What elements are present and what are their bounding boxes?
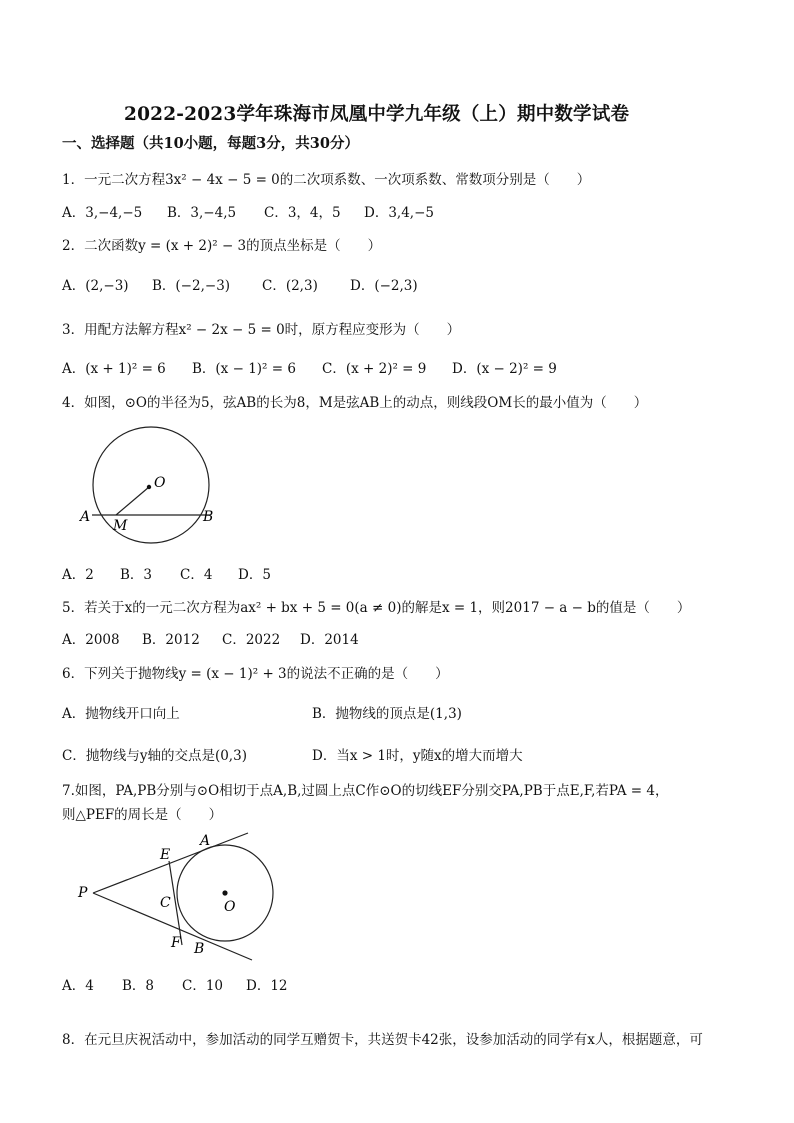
q7-option-d: D．12 <box>246 978 288 994</box>
question-4: 4．如图，⊙O的半径为5，弦AB的长为8，M是弦AB上的动点，则线段OM长的最小值为（ ） <box>62 395 648 411</box>
label-c: C <box>160 895 171 911</box>
q5-options <box>62 628 359 648</box>
q6-option-a: A．抛物线开口向上 <box>62 706 180 722</box>
q1-option-c: C．3，4，5 <box>264 205 341 221</box>
q2-option-b: B．(−2,−3) <box>152 278 231 294</box>
q7-option-a: A．4 <box>62 978 94 994</box>
label-e: E <box>160 847 171 863</box>
q2-option-c: C．(2,3) <box>262 278 318 294</box>
q5-option-b: B．2012 <box>142 632 200 648</box>
q1-options <box>62 201 434 221</box>
q5-option-d: D．2014 <box>300 632 359 648</box>
label-o: O <box>224 899 236 915</box>
q3-option-b: B．(x − 1)² = 6 <box>192 361 296 377</box>
q4-option-d: D．5 <box>238 567 271 583</box>
page-title: 2022-2023学年珠海市凤凰中学九年级（上）期中数学试卷 <box>124 104 630 125</box>
label-a: A <box>200 833 211 849</box>
label-f: F <box>171 935 181 951</box>
q4-circle-figure <box>78 425 228 545</box>
q7-tangent-figure <box>70 825 280 965</box>
q3-option-c: C．(x + 2)² = 9 <box>322 361 427 377</box>
question-2: 2．二次函数y = (x + 2)² − 3的顶点坐标是（ ） <box>62 238 382 254</box>
q3-option-d: D．(x − 2)² = 9 <box>452 361 557 377</box>
label-p: P <box>78 885 88 901</box>
q3-options <box>62 357 557 377</box>
label-b: B <box>203 509 214 525</box>
q1-option-d: D．3,4,−5 <box>364 205 434 221</box>
q7-options <box>62 974 288 994</box>
question-8: 8．在元旦庆祝活动中，参加活动的同学互赠贺卡，共送贺卡42张，设参加活动的同学有x人，根据题意，可 <box>62 1032 703 1048</box>
q1-option-b: B．3,−4,5 <box>167 205 237 221</box>
q7-option-b: B．8 <box>122 978 155 994</box>
section-heading: 一、选择题（共10小题，每题3分，共30分） <box>62 135 359 152</box>
q6-option-d: D．当x > 1时，y随x的增大而增大 <box>312 748 523 764</box>
q2-options <box>62 274 418 294</box>
question-7-line-2: 则△PEF的周长是（ ） <box>62 807 223 823</box>
q4-options <box>62 563 271 583</box>
q6-option-b: B．抛物线的顶点是(1,3) <box>312 706 462 722</box>
label-m: M <box>113 518 128 534</box>
q7-option-c: C．10 <box>182 978 224 994</box>
question-3: 3．用配方法解方程x² − 2x − 5 = 0时，原方程应变形为（ ） <box>62 322 461 338</box>
label-o: O <box>154 475 166 491</box>
q2-option-d: D．(−2,3) <box>350 278 418 294</box>
label-a: A <box>80 509 91 525</box>
q4-option-a: A．2 <box>62 567 94 583</box>
q4-option-b: B．3 <box>120 567 153 583</box>
q2-option-a: A．(2,−3) <box>62 278 129 294</box>
label-b: B <box>194 941 205 957</box>
question-5: 5．若关于x的一元二次方程为ax² + bx + 5 = 0(a ≠ 0)的解是x = 1，则2017 − a − b的值是（ ） <box>62 600 691 616</box>
question-1: 1．一元二次方程3x² − 4x − 5 = 0的二次项系数、一次项系数、常数项分别是（ ） <box>62 172 591 188</box>
q6-option-c: C．抛物线与y轴的交点是(0,3) <box>62 748 247 764</box>
question-6: 6．下列关于抛物线y = (x − 1)² + 3的说法不正确的是（ ） <box>62 666 449 682</box>
q3-option-a: A．(x + 1)² = 6 <box>62 361 166 377</box>
q5-option-c: C．2022 <box>222 632 281 648</box>
q4-option-c: C．4 <box>180 567 213 583</box>
question-7-line-1: 7.如图，PA,PB分别与⊙O相切于点A,B,过圆上点C作⊙O的切线EF分别交PA,PB于点E,F,若PA = 4， <box>62 783 669 799</box>
q5-option-a: A．2008 <box>62 632 120 648</box>
q1-option-a: A．3,−4,−5 <box>62 205 143 221</box>
